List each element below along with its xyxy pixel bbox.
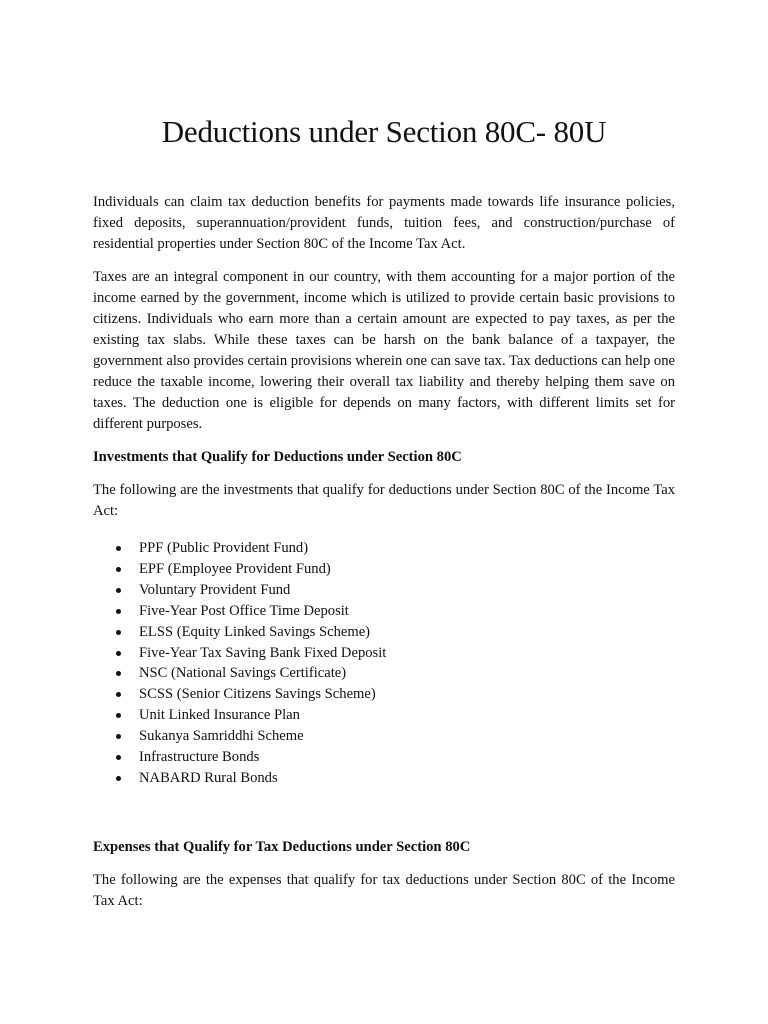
bullet-icon — [116, 755, 121, 760]
list-item-label: Voluntary Provident Fund — [139, 581, 291, 598]
bullet-icon — [116, 713, 121, 718]
investments-list — [93, 538, 675, 789]
bullet-icon — [116, 588, 121, 593]
list-item — [93, 747, 675, 768]
list-item — [93, 538, 675, 559]
list-item — [93, 705, 675, 726]
list-item-label: PPF (Public Provident Fund) — [139, 540, 309, 556]
document-content — [93, 112, 675, 924]
list-item-label: Infrastructure Bonds — [139, 749, 260, 766]
bullet-icon — [116, 692, 121, 697]
list-item-label: SCSS (Senior Citizens Savings Scheme) — [139, 686, 376, 703]
list-item-label: Unit Linked Insurance Plan — [139, 707, 300, 724]
bullet-icon — [116, 630, 121, 635]
list-item — [93, 601, 675, 622]
taxes-paragraph: Taxes are an integral component in our country, with them accounting for a major portion of the income earned by the government, income which is utilized to provide certain basic provisions to citizens. Individuals who earn more than a certain amount are expected to pay taxes, as per the existing tax slabs. While these taxes can be harsh on the bank balance of a taxpayer, the government also provides certain provisions wherein one can save tax. Tax deductions can help one reduce the taxable income, lowering their overall tax liability and thereby helping them save on taxes. The deduction one is eligible for depends on many factors, with different limits set for different purposes. — [93, 269, 675, 432]
list-item — [93, 643, 675, 664]
list-item-label: Five-Year Tax Saving Bank Fixed Deposit — [139, 644, 387, 661]
list-item — [93, 580, 675, 601]
list-item — [93, 684, 675, 705]
bullet-icon — [116, 651, 121, 656]
list-item-label: Sukanya Samriddhi Scheme — [139, 728, 304, 745]
expenses-heading: Expenses that Qualify for Tax Deductions under Section 80C — [93, 838, 471, 855]
investments-heading: Investments that Qualify for Deductions under Section 80C — [93, 449, 462, 465]
list-item — [93, 559, 675, 580]
list-item — [93, 663, 675, 684]
bullet-icon — [116, 609, 121, 614]
list-item-label: NABARD Rural Bonds — [139, 769, 278, 786]
bullet-icon — [116, 734, 121, 739]
bullet-icon — [116, 776, 121, 781]
bullet-icon — [116, 671, 121, 676]
list-item-label: ELSS (Equity Linked Savings Scheme) — [139, 623, 371, 640]
bullet-icon — [116, 546, 121, 551]
list-item-label: EPF (Employee Provident Fund) — [139, 560, 331, 577]
expenses-intro: The following are the expenses that qualify for tax deductions under Section 80C of the Income Tax Act: — [93, 871, 675, 909]
bullet-icon — [116, 567, 121, 572]
list-item-label: NSC (National Savings Certificate) — [139, 665, 347, 682]
investments-intro: The following are the investments that qualify for deductions under Section 80C of the Income Tax Act: — [93, 482, 675, 519]
list-item — [93, 768, 675, 789]
intro-paragraph: Individuals can claim tax deduction benefits for payments made towards life insurance policies, fixed deposits, superannuation/provident funds, tuition fees, and construction/purchase of residential properties under Section 80C of the Income Tax Act. — [93, 194, 675, 252]
spacer — [93, 789, 675, 837]
list-item — [93, 622, 675, 643]
document-title: Deductions under Section 80C- 80U — [161, 114, 607, 149]
list-item-label: Five-Year Post Office Time Deposit — [139, 602, 349, 619]
list-item — [93, 726, 675, 747]
